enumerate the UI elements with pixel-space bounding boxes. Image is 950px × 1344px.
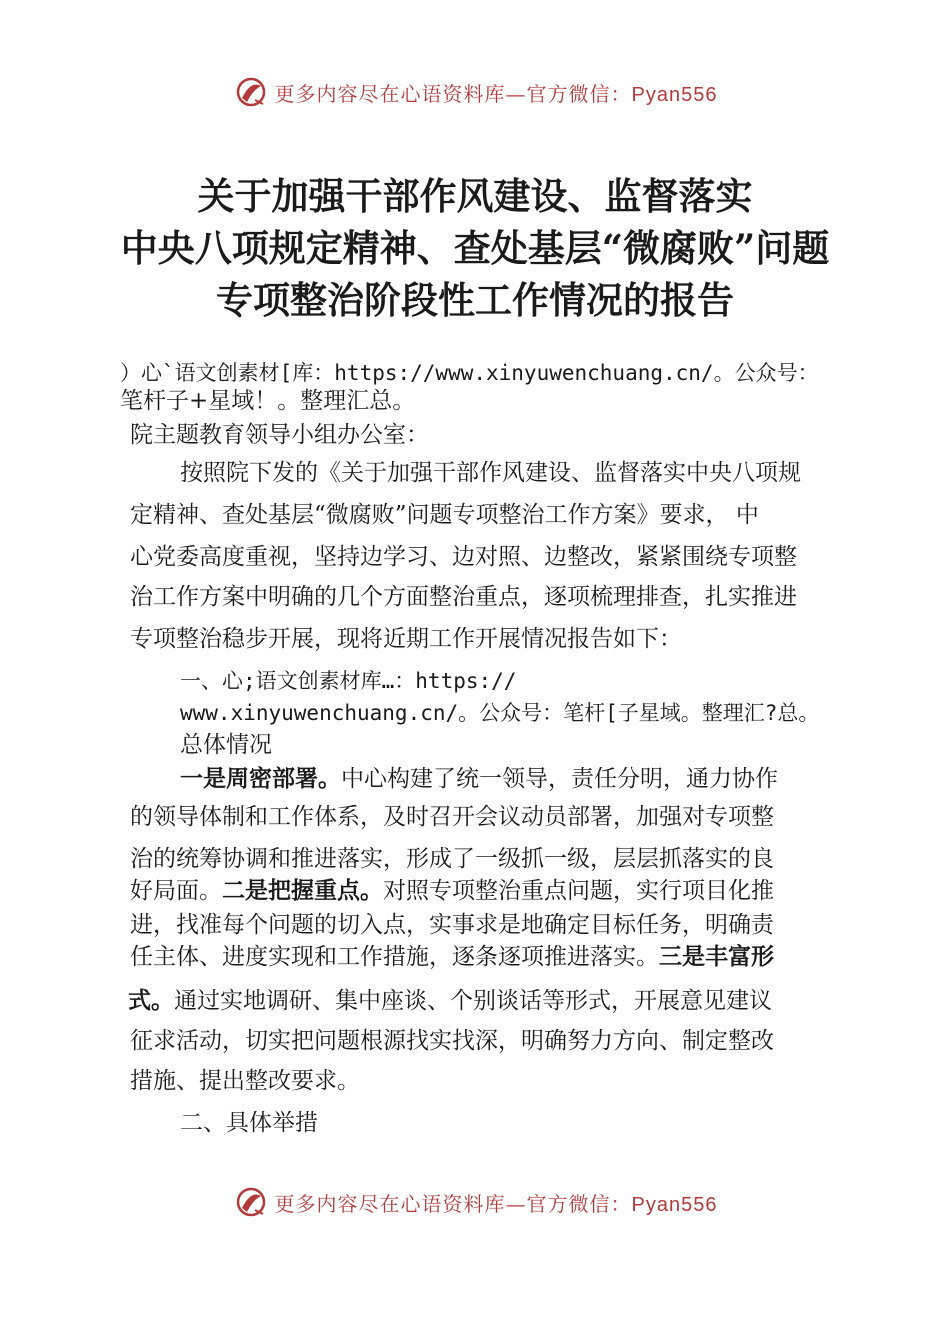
para-1-line-6	[130, 942, 774, 972]
watermark-text: 更多内容尽在心语资料库—官方微信：Pyan556	[274, 81, 718, 106]
para-1-line-3: 治的统筹协调和推进落实，形成了一级抓一级，层层抓落实的良	[130, 846, 774, 872]
section-1-heading-a-text: 一、心;语文创素材库…：https://	[180, 669, 517, 693]
para-1-line-1-text: 中心构建了统一领导，责任分明，通力协作	[341, 766, 778, 792]
document-title	[0, 170, 950, 326]
watermark-handle: Pyan556	[631, 1193, 718, 1216]
section-2-heading: 二、具体举措	[180, 1110, 318, 1136]
title-line-1: 关于加强干部作风建设、监督落实	[197, 174, 753, 218]
intro-line-4: 治工作方案中明确的几个方面整治重点，逐项梳理排查，扎实推进	[130, 584, 797, 610]
para-1-line-9: 措施、提出整改要求。	[130, 1068, 360, 1094]
para-1-bold-3b: 式。	[128, 988, 174, 1014]
para-1-line-8: 征求活动，切实把问题根源找实找深，明确努力方向、制定整改	[130, 1028, 774, 1054]
watermark-text: 更多内容尽在心语资料库—官方微信：Pyan556	[274, 1191, 718, 1216]
para-1-bold-1: 一是周密部署。	[180, 766, 341, 792]
brush-logo-icon	[233, 74, 269, 110]
watermark-banner-top	[0, 72, 950, 112]
intro-line-5: 专项整治稳步开展，现将近期工作开展情况报告如下：	[130, 626, 682, 652]
section-1-heading-b: www.xinyuwenchuang.cn/。公众号：笔杆[子星域。整理汇?总。	[180, 701, 820, 725]
intro-line-2: 定精神、查处基层“微腐败”问题专项整治工作方案》要求， 中	[130, 502, 759, 528]
para-1-line-7-text: 通过实地调研、集中座谈、个别谈话等形式，开展意见建议	[174, 988, 772, 1014]
source-line-2: 笔杆子+星域！。整理汇总。	[120, 388, 416, 414]
para-1-bold-2: 二是把握重点。	[222, 878, 383, 904]
para-1-line-4	[130, 876, 774, 906]
addressee: 院主题教育领导小组办公室：	[130, 422, 429, 448]
para-1-line-5: 进，找准每个问题的切入点，实事求是地确定目标任务，明确责	[130, 912, 774, 938]
section-1-heading-c: 总体情况	[180, 732, 272, 758]
title-line-3: 专项整治阶段性工作情况的报告	[216, 278, 734, 322]
source-line-1: ）心`语文创素材[库：https://www.xinyuwenchuang.cn/。公众号：	[120, 361, 819, 385]
para-1-line-1	[180, 764, 778, 794]
brush-logo-icon	[233, 1184, 269, 1220]
section-1-heading-a	[180, 666, 516, 696]
para-1-bold-3a: 三是丰富形	[659, 944, 774, 970]
intro-line-1: 按照院下发的《关于加强干部作风建设、监督落实中央八项规	[180, 460, 801, 486]
para-1-line-4-a: 好局面。	[130, 878, 222, 904]
title-line-2: 中央八项规定精神、查处基层“微腐败”问题	[120, 226, 830, 270]
watermark-handle: Pyan556	[631, 83, 718, 106]
intro-line-3: 心党委高度重视，坚持边学习、边对照、边整改，紧紧围绕专项整	[130, 544, 797, 570]
para-1-line-2: 的领导体制和工作体系，及时召开会议动员部署，加强对专项整	[130, 804, 774, 830]
watermark-banner-bottom	[0, 1182, 950, 1222]
para-1-line-6-text: 任主体、进度实现和工作措施，逐条逐项推进落实。	[130, 944, 659, 970]
para-1-line-7	[128, 986, 772, 1016]
para-1-line-4-b: 对照专项整治重点问题，实行项目化推	[383, 878, 774, 904]
